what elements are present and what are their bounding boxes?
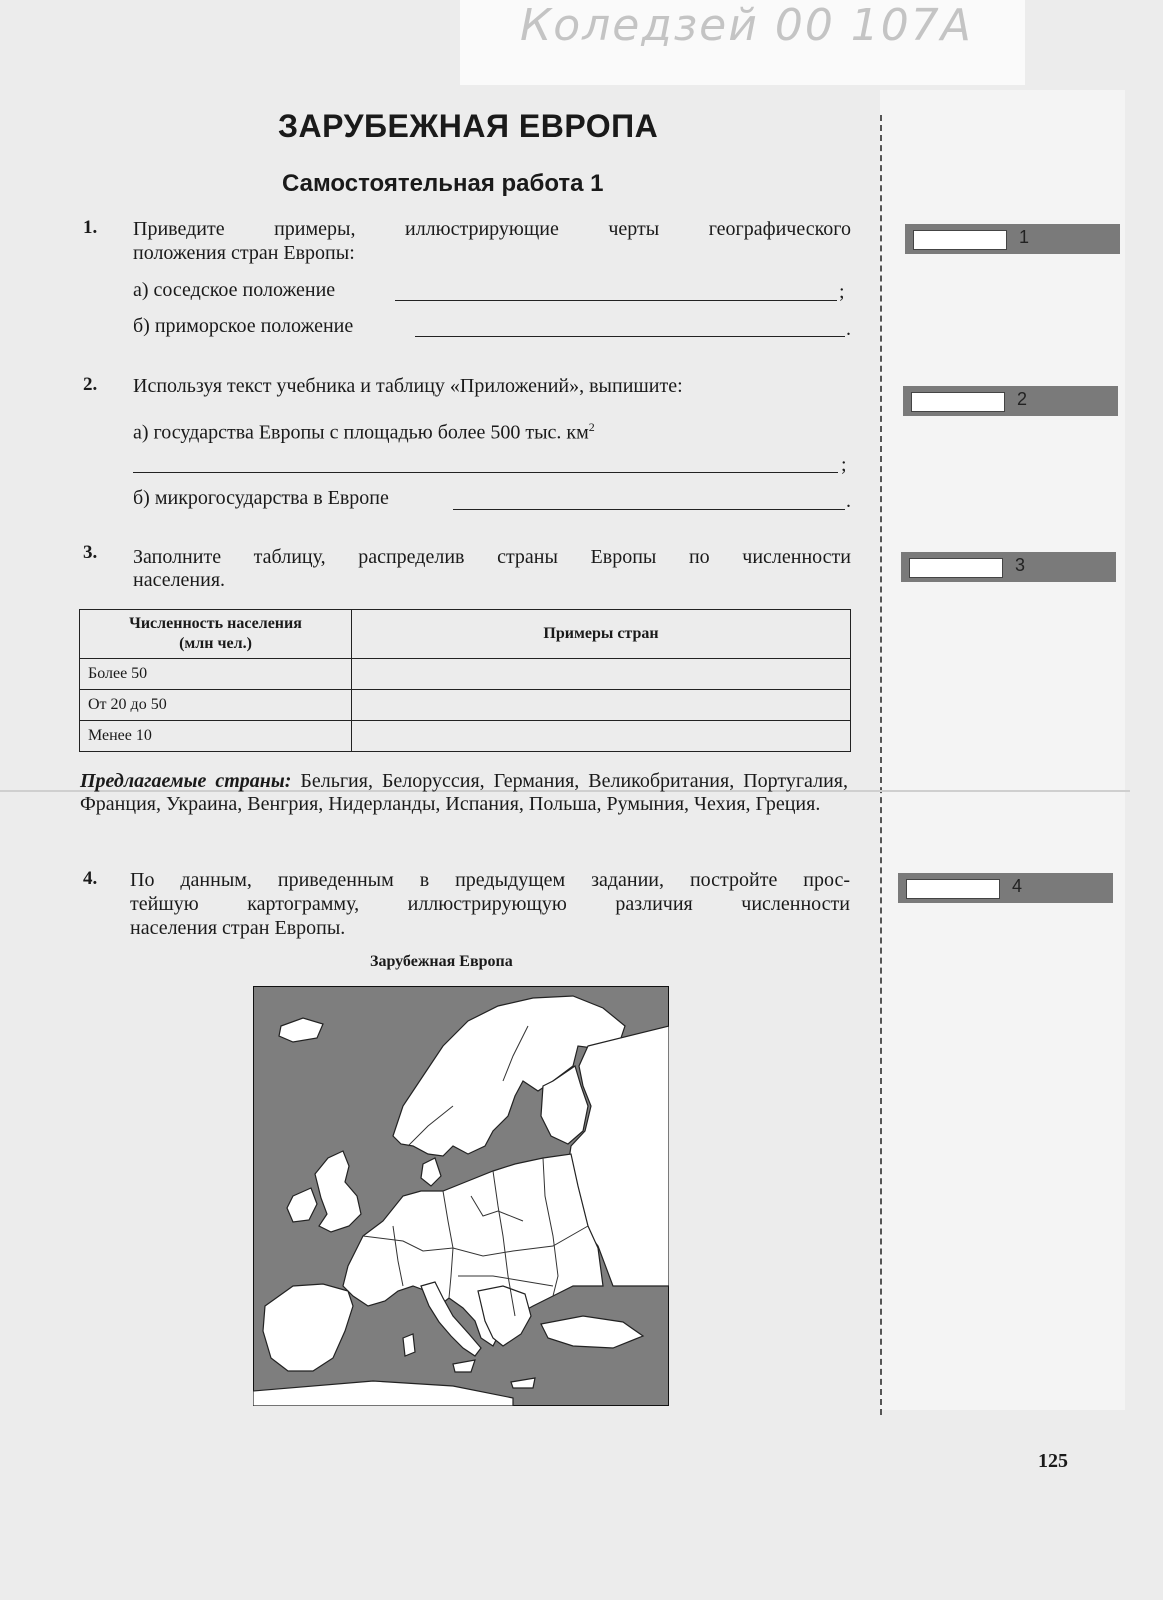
task-2a-answer-line[interactable] xyxy=(133,472,838,473)
table-row xyxy=(80,659,851,690)
suggested-countries-list: Бельгия, Белоруссия, Германия, Великобритания, Португалия, Франция, Украина, Венгрия, Нидерланды, Испания, Польша, Румыния, Чехия, Греция. xyxy=(80,770,848,815)
handwritten-note: Коледзей 00 107A xyxy=(520,0,973,51)
task-2-number: 2. xyxy=(83,374,98,395)
score-tab-2-number: 2 xyxy=(1017,389,1028,409)
score-tab-2 xyxy=(903,386,1118,416)
col-population-header xyxy=(80,610,352,659)
task-4-text-line2: тейшую картограмму, иллюстрирующую различия численности xyxy=(130,893,850,915)
task-1-text-line2: положения стран Европы: xyxy=(133,242,355,264)
row-label-less-10: Менее 10 xyxy=(80,721,352,752)
task-1b-answer-line[interactable] xyxy=(415,336,845,337)
score-tab-3 xyxy=(901,552,1116,582)
task-1-text-line1: Приведите примеры, иллюстрирующие черты географического xyxy=(133,218,851,240)
task-1-number: 1. xyxy=(83,217,98,238)
row-label-20-50: От 20 до 50 xyxy=(80,690,352,721)
task-3-text-line1: Заполните таблицу, распределив страны Европы по численности xyxy=(133,546,851,568)
task-4-text-line1: По данным, приведенным в предыдущем задании, постройте прос- xyxy=(130,869,850,891)
col-population-line1: Численность населения xyxy=(129,615,302,632)
score-tab-4-number: 4 xyxy=(1012,876,1023,896)
task-2a-label xyxy=(133,416,595,444)
task-2-text: Используя текст учебника и таблицу «Приложений», выпишите: xyxy=(133,375,683,397)
map-title: Зарубежная Европа xyxy=(370,953,513,970)
task-2b-period: . xyxy=(846,490,851,512)
score-box-3[interactable] xyxy=(909,558,1003,578)
task-1b-period: . xyxy=(846,318,851,340)
population-table xyxy=(79,609,851,752)
col-population-line2: (млн чел.) xyxy=(179,635,252,652)
row-answer-20-50[interactable] xyxy=(352,690,851,721)
col-examples-header: Примеры стран xyxy=(352,610,851,659)
score-box-1[interactable] xyxy=(913,230,1007,250)
task-1a-label: а) соседское положение xyxy=(133,279,336,301)
score-box-2[interactable] xyxy=(911,392,1005,412)
task-1a-semicolon: ; xyxy=(839,281,845,303)
task-2a-semicolon: ; xyxy=(841,454,847,476)
page-subtitle: Самостоятельная работа 1 xyxy=(282,170,604,197)
suggested-countries-label: Предлагаемые страны: xyxy=(80,770,292,792)
score-box-4[interactable] xyxy=(906,879,1000,899)
task-4-number: 4. xyxy=(83,868,98,889)
row-answer-more-50[interactable] xyxy=(352,659,851,690)
cut-line xyxy=(880,115,882,1415)
row-answer-less-10[interactable] xyxy=(352,721,851,752)
task-2b-label: б) микрогосударства в Европе xyxy=(133,487,389,509)
table-header-row xyxy=(80,610,851,659)
right-margin xyxy=(880,90,1125,1410)
task-4-text-line3: населения стран Европы. xyxy=(130,917,346,939)
land-sardinia xyxy=(403,1334,415,1356)
europe-outline-map[interactable] xyxy=(253,986,669,1406)
task-3-number: 3. xyxy=(83,542,98,563)
score-tab-4 xyxy=(898,873,1113,903)
table-row xyxy=(80,690,851,721)
task-1a-answer-line[interactable] xyxy=(395,300,837,301)
row-label-more-50: Более 50 xyxy=(80,659,352,690)
page-number: 125 xyxy=(1038,1450,1068,1472)
task-2a-text: а) государства Европы с площадью более 500 тыс. км xyxy=(133,421,589,444)
score-tab-3-number: 3 xyxy=(1015,555,1026,575)
suggested-countries xyxy=(80,770,848,816)
task-2b-answer-line[interactable] xyxy=(453,509,845,510)
page-title: ЗАРУБЕЖНАЯ ЕВРОПА xyxy=(278,108,659,144)
score-tab-1-number: 1 xyxy=(1019,227,1030,247)
task-2a-superscript: 2 xyxy=(588,420,595,434)
task-1b-label: б) приморское положение xyxy=(133,315,354,337)
table-row xyxy=(80,721,851,752)
task-3-text-line2: населения. xyxy=(133,569,226,591)
score-tab-1 xyxy=(905,224,1120,254)
